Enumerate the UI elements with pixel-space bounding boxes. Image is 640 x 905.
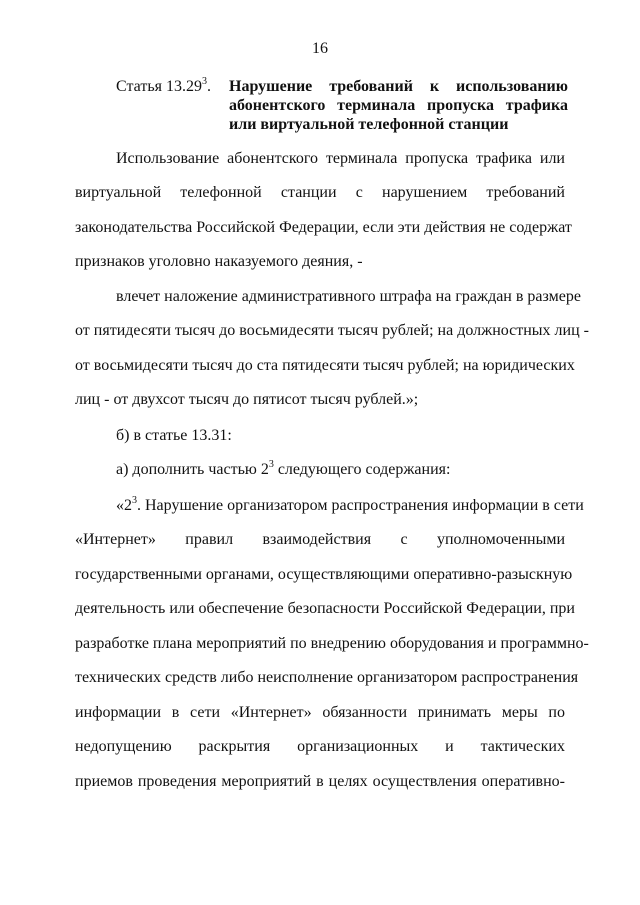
article-number-text: Статья 13.29: [116, 78, 202, 95]
text-fragment: следующего содержания:: [273, 461, 451, 478]
text-line: б) в статье 13.31:: [116, 427, 232, 444]
text-line: [116, 494, 584, 516]
text-line: приемов проведения мероприятий в целях осуществления оперативно-: [75, 773, 565, 790]
text-fragment: а) дополнить частью 2: [116, 461, 269, 478]
superscript: 3: [268, 458, 274, 470]
text-line: лиц - от двухсот тысяч до пятисот тысяч рублей.»;: [75, 391, 419, 408]
text-line: недопущению раскрытия организационных и тактических: [75, 738, 565, 755]
text-fragment: . Нарушение организатором распространения информации в сети: [137, 497, 584, 514]
text-line: технических средств либо неисполнение организатором распространения: [75, 669, 579, 686]
text-line: от восьмидесяти тысяч до ста пятидесяти тысяч рублей; на юридических: [75, 357, 575, 374]
text-line: от пятидесяти тысяч до восьмидесяти тысяч рублей; на должностных лиц -: [75, 322, 589, 339]
article-number: [116, 77, 211, 96]
text-line: признаков уголовно наказуемого деяния, -: [75, 253, 363, 270]
text-line: разработке плана мероприятий по внедрению оборудования и программно-: [75, 635, 589, 652]
article-title: Нарушение требований к использованию абонентского терминала пропуска трафика или виртуальной телефонной станции: [229, 78, 568, 133]
superscript: 3: [132, 494, 137, 506]
text-line: информации в сети «Интернет» обязанности принимать меры по: [75, 704, 565, 721]
text-line: государственными органами, осуществляющими оперативно-разыскную: [75, 566, 573, 583]
text-line: [116, 460, 565, 480]
text-fragment: «2: [116, 497, 132, 514]
text-line: «Интернет» правил взаимодействия с уполномоченными: [75, 531, 565, 548]
text-line: Использование абонентского терминала пропуска трафика или: [116, 150, 565, 167]
article-number-superscript: 3: [201, 75, 207, 87]
article-number-suffix: .: [206, 78, 211, 95]
text-line: деятельность или обеспечение безопасности Российской Федерации, при: [75, 600, 575, 617]
text-line: законодательства Российской Федерации, если эти действия не содержат: [75, 219, 572, 236]
text-line: влечет наложение административного штрафа на граждан в размере: [116, 288, 581, 305]
page-number: 16: [312, 40, 328, 57]
text-line: виртуальной телефонной станции с нарушением требований: [75, 184, 565, 201]
